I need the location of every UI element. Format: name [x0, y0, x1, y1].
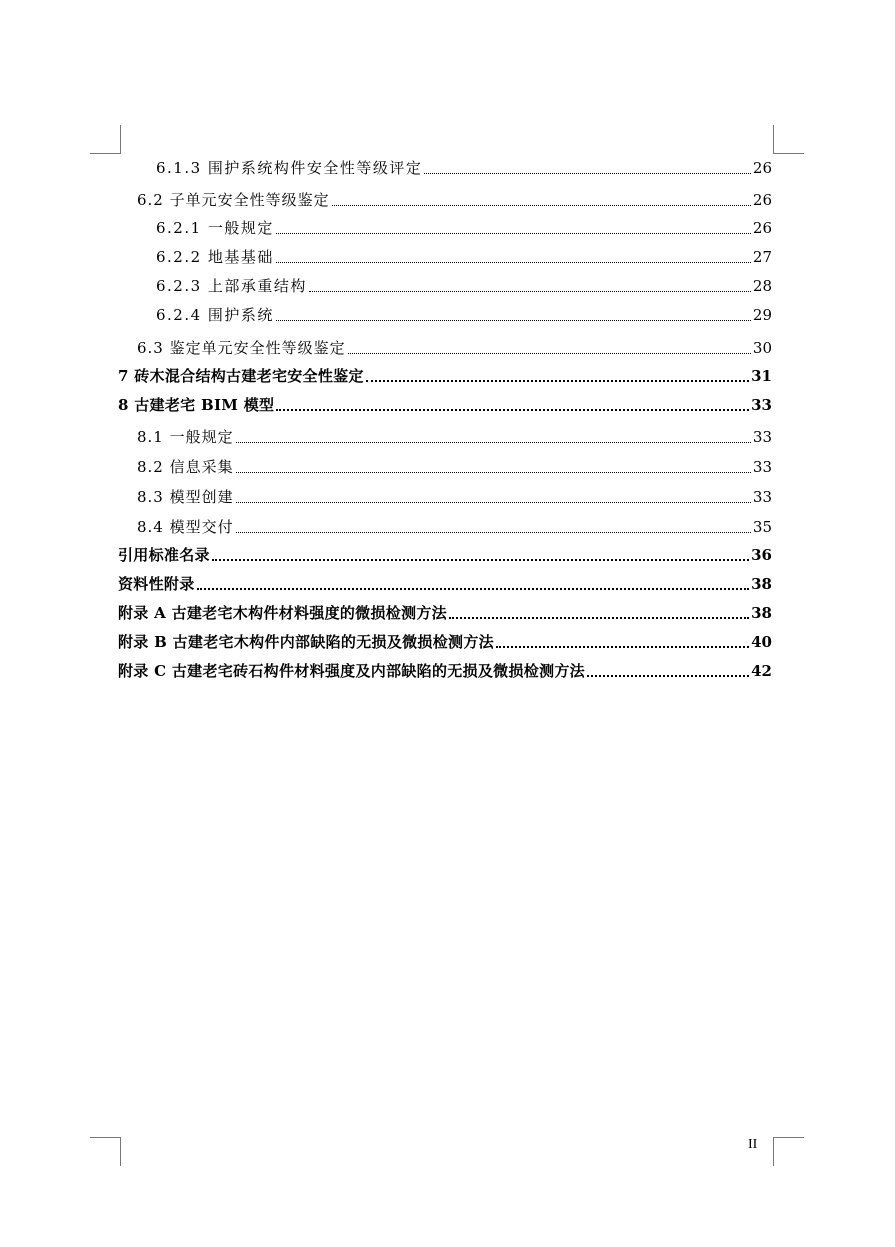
toc-leader-dots [236, 442, 751, 443]
toc-entry-page: 33 [752, 428, 772, 446]
toc-entry-page: 35 [752, 518, 772, 536]
toc-entry-page: 33 [752, 458, 772, 476]
toc-leader-dots [236, 472, 751, 473]
toc-entry-label: 8.2 信息采集 [137, 458, 234, 476]
toc-leader-dots [212, 559, 749, 561]
toc-entry[interactable] [118, 393, 772, 415]
toc-entry[interactable] [118, 156, 772, 178]
toc-entry[interactable] [118, 425, 772, 447]
crop-mark-top-right [773, 125, 804, 154]
toc-entry[interactable] [118, 543, 772, 565]
toc-leader-dots [449, 617, 749, 619]
toc-entry-label: 附录 B 古建老宅木构件内部缺陷的无损及微损检测方法 [118, 633, 494, 651]
toc-entry-page: 29 [752, 306, 772, 324]
toc-entry[interactable] [118, 303, 772, 325]
toc-entry-label: 6.1.3 围护系统构件安全性等级评定 [156, 159, 423, 177]
toc-leader-dots [276, 262, 751, 263]
toc-leader-dots [348, 353, 751, 354]
toc-entry-label: 附录 A 古建老宅木构件材料强度的微损检测方法 [118, 604, 447, 622]
toc-entry-label: 8.1 一般规定 [137, 428, 234, 446]
toc-leader-dots [332, 205, 751, 206]
toc-entry-page: 36 [751, 546, 772, 564]
page-number: II [748, 1137, 758, 1152]
toc-entry[interactable] [118, 274, 772, 296]
toc-entry[interactable] [118, 572, 772, 594]
toc-entry[interactable] [118, 245, 772, 267]
toc-entry-page: 30 [752, 339, 772, 357]
toc-leader-dots [236, 502, 751, 503]
toc-leader-dots [276, 320, 751, 321]
toc-leader-dots [496, 646, 749, 648]
toc-entry[interactable] [118, 601, 772, 623]
toc-entry[interactable] [118, 659, 772, 681]
toc-leader-dots [197, 588, 750, 590]
toc-entry[interactable] [118, 364, 772, 386]
toc-entry-label: 6.2.3 上部承重结构 [156, 277, 307, 295]
toc-entry-page: 38 [751, 575, 772, 593]
toc-entry-label: 6.3 鉴定单元安全性等级鉴定 [137, 339, 346, 357]
toc-entry-page: 31 [751, 367, 772, 385]
toc-entry-label: 资料性附录 [118, 575, 195, 593]
toc-entry-page: 42 [751, 662, 772, 680]
toc-entry[interactable] [118, 188, 772, 210]
toc-entry[interactable] [118, 216, 772, 238]
toc-entry[interactable] [118, 630, 772, 652]
toc-entry-page: 26 [752, 159, 772, 177]
toc-leader-dots [366, 380, 749, 382]
toc-entry-page: 28 [752, 277, 772, 295]
toc-entry-page: 38 [751, 604, 772, 622]
toc-entry-page: 26 [752, 219, 772, 237]
toc-entry-page: 40 [751, 633, 772, 651]
toc-entry-label: 6.2.4 围护系统 [156, 306, 274, 324]
toc-leader-dots [276, 233, 751, 234]
toc-leader-dots [424, 173, 750, 174]
toc-entry-label: 附录 C 古建老宅砖石构件材料强度及内部缺陷的无损及微损检测方法 [118, 662, 585, 680]
toc-leader-dots [276, 409, 749, 411]
toc-leader-dots [309, 291, 751, 292]
toc-entry-page: 26 [752, 191, 772, 209]
crop-mark-bottom-right [773, 1137, 804, 1166]
toc-entry[interactable] [118, 455, 772, 477]
toc-entry-label: 6.2 子单元安全性等级鉴定 [137, 191, 330, 209]
toc-entry-label: 8 古建老宅 BIM 模型 [118, 396, 275, 414]
toc-entry-page: 33 [751, 396, 772, 414]
toc-entry-page: 33 [752, 488, 772, 506]
toc-entry[interactable] [118, 515, 772, 537]
toc-leader-dots [236, 532, 751, 533]
toc-entry-page: 27 [752, 248, 772, 266]
toc-entry-label: 6.2.2 地基基础 [156, 248, 274, 266]
toc-entry-label: 6.2.1 一般规定 [156, 219, 274, 237]
toc-entry[interactable] [118, 485, 772, 507]
toc-leader-dots [587, 675, 749, 677]
toc-entry-label: 8.4 模型交付 [137, 518, 234, 536]
toc-entry-label: 引用标准名录 [118, 546, 210, 564]
toc-entry-label: 7 砖木混合结构古建老宅安全性鉴定 [118, 367, 364, 385]
crop-mark-bottom-left [90, 1137, 121, 1166]
crop-mark-top-left [90, 125, 121, 154]
toc-entry[interactable] [118, 336, 772, 358]
toc-entry-label: 8.3 模型创建 [137, 488, 234, 506]
